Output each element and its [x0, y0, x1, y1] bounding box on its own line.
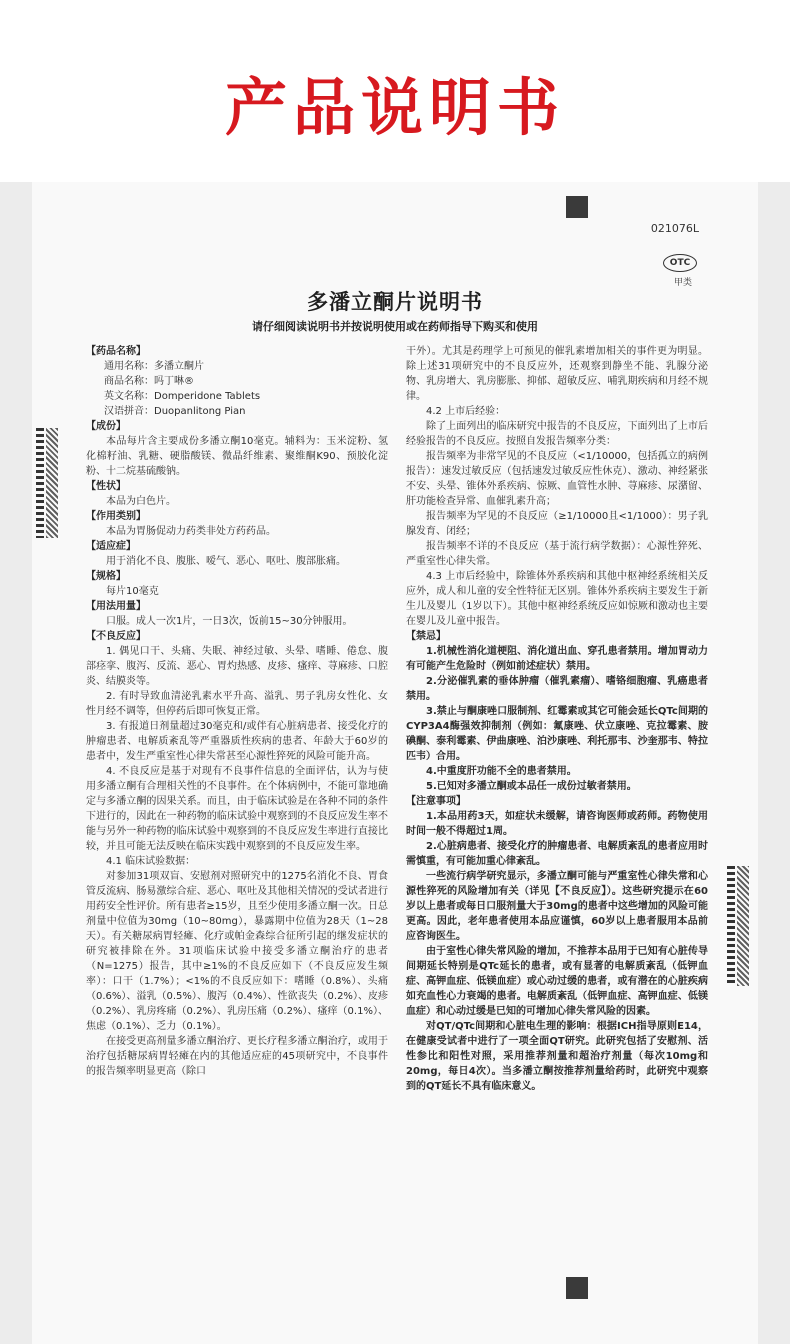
- usage-text: 口服。成人一次1片，一日3次，饭前15~30分钟服用。: [106, 616, 353, 627]
- section-heading-usage: 【用法用量】: [86, 601, 146, 612]
- trial-text: 对参加31项双盲、安慰剂对照研究中的1275名消化不良、胃食管反流病、肠易激综合症、恶心、呕吐及其他相关情况的受试者进行用药安全性评价。所有患者≥15岁，且至少使用多潘立酮一次。日总剂量中位值为30mg（10~80mg），暴露期中位值为28天（1~28天）。有关糖尿病胃轻瘫、化疗或帕金森综合征所引起的继发症状的研究被排除在外。31项临床试验中接受多潘立酮治疗的患者（N=1275）报告，其中≥1%的不良反应如下（不良反应发生频率）：口干（1.7%）；<1%的不良反应如下：嗜睡（0.8%）、头痛（0.6%）、溢乳（0.5%）、腹泻（0.4%）、性欲丧失（0.2%）、皮疹（0.2%）、乳房疼痛（0.2%）、乳房压痛（0.2%）、瘙痒（0.1%）、焦虑（0.1%）、乏力（0.1%）。: [86, 871, 388, 1032]
- section-heading-category: 【作用类别】: [86, 511, 146, 522]
- contraindication-item: 2.分泌催乳素的垂体肿瘤（催乳素瘤）、嗜铬细胞瘤、乳癌患者禁用。: [406, 676, 708, 702]
- postmarket-text: 报告频率为罕见的不良反应（≥1/10000且<1/1000）：男子乳腺发育、闭经；: [406, 511, 708, 537]
- otc-badge: OTC: [663, 254, 697, 272]
- contraindication-item: 5.已知对多潘立酮或本品任一成份过敏者禁用。: [426, 781, 637, 792]
- postmarket-text: 报告频率为非常罕见的不良反应（<1/10000，包括孤立的病例报告）：速发过敏反应（包括速发过敏反应性休克）、激动、神经紧张不安、头晕、锥体外系疾病、惊厥、血管性水肿、荨麻疹、尿潴留、肝功能检查异常、血催乳素升高；: [406, 451, 708, 507]
- postmarket-text: 4.3 上市后经验中，除锥体外系疾病和其他中枢神经系统相关反应外，成人和儿童的安全性特征无区别。锥体外系疾病主要发生于新生儿及婴儿（1岁以下）。其他中枢神经系统反应如惊厥和激动也主要在婴儿及儿童中报告。: [406, 571, 708, 627]
- qr-code-pattern: [46, 428, 58, 538]
- adverse-item: 4. 不良反应是基于对现有不良事件信息的全面评估，认为与使用多潘立酮有合理相关性的不良事件。在个体病例中，不能可靠地确定与多潘立酮的因果关系。而且，由于临床试验是在各种不同的条件下进行的，因此在一种药物的临床试验中观察到的不良反应发生率不能与另外一种药物的临床试验中观察到的不良反应发生率进行直接比较，并且可能无法反映在临床实践中观察到的不良反应发生率。: [86, 766, 388, 852]
- character-text: 本品为白色片。: [106, 496, 176, 507]
- qr-code-pattern: [737, 866, 749, 986]
- section-heading-adverse: 【不良反应】: [86, 631, 146, 642]
- contraindication-item: 1.机械性消化道梗阻、消化道出血、穿孔患者禁用。增加胃动力有可能产生危险时（例如前述症状）禁用。: [406, 646, 708, 672]
- banner-title: 产品说明书: [224, 71, 565, 144]
- english-name: 英文名称：Domperidone Tablets: [104, 391, 261, 402]
- adverse-item: 2. 有时导致血清泌乳素水平升高、溢乳、男子乳房女性化、女性月经不调等，但停药后即可恢复正常。: [86, 691, 388, 717]
- postmarket-text: 除了上面列出的临床研究中报告的不良反应，下面列出了上市后经验报告的不良反应。按照自发报告频率分类：: [406, 421, 708, 447]
- caution-item: 对QT/QTc间期和心脏电生理的影响：根据ICH指导原则E14，在健康受试者中进行了一项全面QT研究。此研究包括了安慰剂、活性参比和阳性对照，采用推荐剂量和超治疗剂量（每次10mg和20mg，每日4次）。当多潘立酮按推荐剂量给药时，此研究中观察到的QT延长不具有临床意义。: [406, 1021, 708, 1092]
- trial-text: 在接受更高剂量多潘立酮治疗、更长疗程多潘立酮治疗，或用于治疗包括糖尿病胃轻瘫在内的其他适应症的45项研究中，不良事件的报告频率明显更高（除口: [86, 1036, 388, 1077]
- trial-heading: 4.1 临床试验数据：: [106, 856, 196, 867]
- document-title: 多潘立酮片说明书: [307, 290, 483, 314]
- contraindication-item: 4.中重度肝功能不全的患者禁用。: [426, 766, 577, 777]
- barcode-bars: [36, 428, 44, 538]
- section-heading-character: 【性状】: [86, 481, 126, 492]
- contraindication-item: 3.禁止与酮康唑口服制剂、红霉素或其它可能会延长QTc间期的CYP3A4酶强效抑制剂（例如：氟康唑、伏立康唑、克拉霉素、胺碘酮、泰利霉素、伊曲康唑、泊沙康唑、利托那韦、沙奎那韦、特拉匹韦）合用。: [406, 706, 708, 762]
- spec-text: 每片10毫克: [106, 586, 159, 597]
- section-heading-caution: 【注意事项】: [406, 796, 466, 807]
- banner: [0, 0, 790, 182]
- barcode-strip-right: [727, 866, 749, 986]
- caution-item: 1.本品用药3天，如症状未缓解，请咨询医师或药师。药物使用时间一般不得超过1周。: [406, 811, 708, 837]
- adverse-item: 3. 有报道日剂量超过30毫克和/或伴有心脏病患者、接受化疗的肿瘤患者、电解质紊乱等严重器质性疾病的患者、年龄大于60岁的患者中，发生严重室性心律失常甚至心源性猝死的风险可能升高。: [86, 721, 388, 762]
- category-text: 本品为胃肠促动力药类非处方药药品。: [106, 526, 276, 537]
- otc-class-label: 甲类: [673, 278, 692, 288]
- barcode-bars: [727, 866, 735, 986]
- postmarket-heading: 4.2 上市后经验：: [426, 406, 506, 417]
- caution-item: 2.心脏病患者、接受化疗的肿瘤患者、电解质紊乱的患者应用时需慎重，有可能加重心律紊乱。: [406, 841, 708, 867]
- indication-text: 用于消化不良、腹胀、嗳气、恶心、呕吐、腹部胀痛。: [106, 556, 346, 567]
- pinyin-name: 汉语拼音：Duopanlitong Pian: [104, 406, 246, 417]
- caution-item: 一些流行病学研究显示，多潘立酮可能与严重室性心律失常和心源性猝死的风险增加有关（详见【不良反应】）。这些研究提示在60岁以上患者或每日口服剂量大于30mg的患者中这些增加的风险可能更高。因此，老年患者使用本品应谨慎，60岁以上患者服用本品前应咨询医生。: [406, 871, 708, 942]
- continued-text: 干外）。尤其是药理学上可预见的催乳素增加相关的事件更为明显。除上述31项研究中的不良反应外，还观察到静坐不能、乳腺分泌物、乳房增大、乳房膨胀、抑郁、超敏反应、哺乳期疾病和月经不规律。: [406, 346, 708, 402]
- composition-text: 本品每片含主要成份多潘立酮10毫克。辅料为：玉米淀粉、氢化棉籽油、乳糖、硬脂酸镁、微晶纤维素、聚维酮K90、预胶化淀粉、十二烷基硫酸钠。: [86, 436, 388, 477]
- left-column: [86, 344, 388, 1079]
- right-column: [406, 344, 708, 1094]
- document-code: 021076L: [650, 222, 699, 235]
- section-heading-contraindication: 【禁忌】: [406, 631, 446, 642]
- section-heading-composition: 【成份】: [86, 421, 126, 432]
- section-heading-indication: 【适应症】: [86, 541, 136, 552]
- section-heading-spec: 【规格】: [86, 571, 126, 582]
- document-subtitle: 请仔细阅读说明书并按说明使用或在药师指导下购买和使用: [252, 320, 538, 333]
- barcode-strip-left: [36, 428, 58, 538]
- trade-name: 商品名称：吗丁啉®: [104, 376, 194, 387]
- common-name: 通用名称：多潘立酮片: [104, 361, 204, 372]
- registration-mark-top: [566, 196, 588, 218]
- adverse-item: 1. 偶见口干、头痛、失眠、神经过敏、头晕、嗜睡、倦怠、腹部痉挛、腹泻、反流、恶心、胃灼热感、皮疹、瘙痒、荨麻疹、口腔炎、结膜炎等。: [86, 646, 388, 687]
- section-heading-name: 【药品名称】: [86, 346, 146, 357]
- caution-item: 由于室性心律失常风险的增加，不推荐本品用于已知有心脏传导间期延长特别是QTc延长的患者，或有显著的电解质紊乱（低钾血症、高钾血症、低镁血症）或心动过缓的患者，或有潜在的心脏疾病如充血性心力衰竭的患者。电解质紊乱（低钾血症、高钾血症、低镁血症）和心动过缓是已知的可增加心律失常风险的因素。: [406, 946, 708, 1017]
- registration-mark-bottom: [566, 1277, 588, 1299]
- postmarket-text: 报告频率不详的不良反应（基于流行病学数据）：心源性猝死、严重室性心律失常。: [406, 541, 708, 567]
